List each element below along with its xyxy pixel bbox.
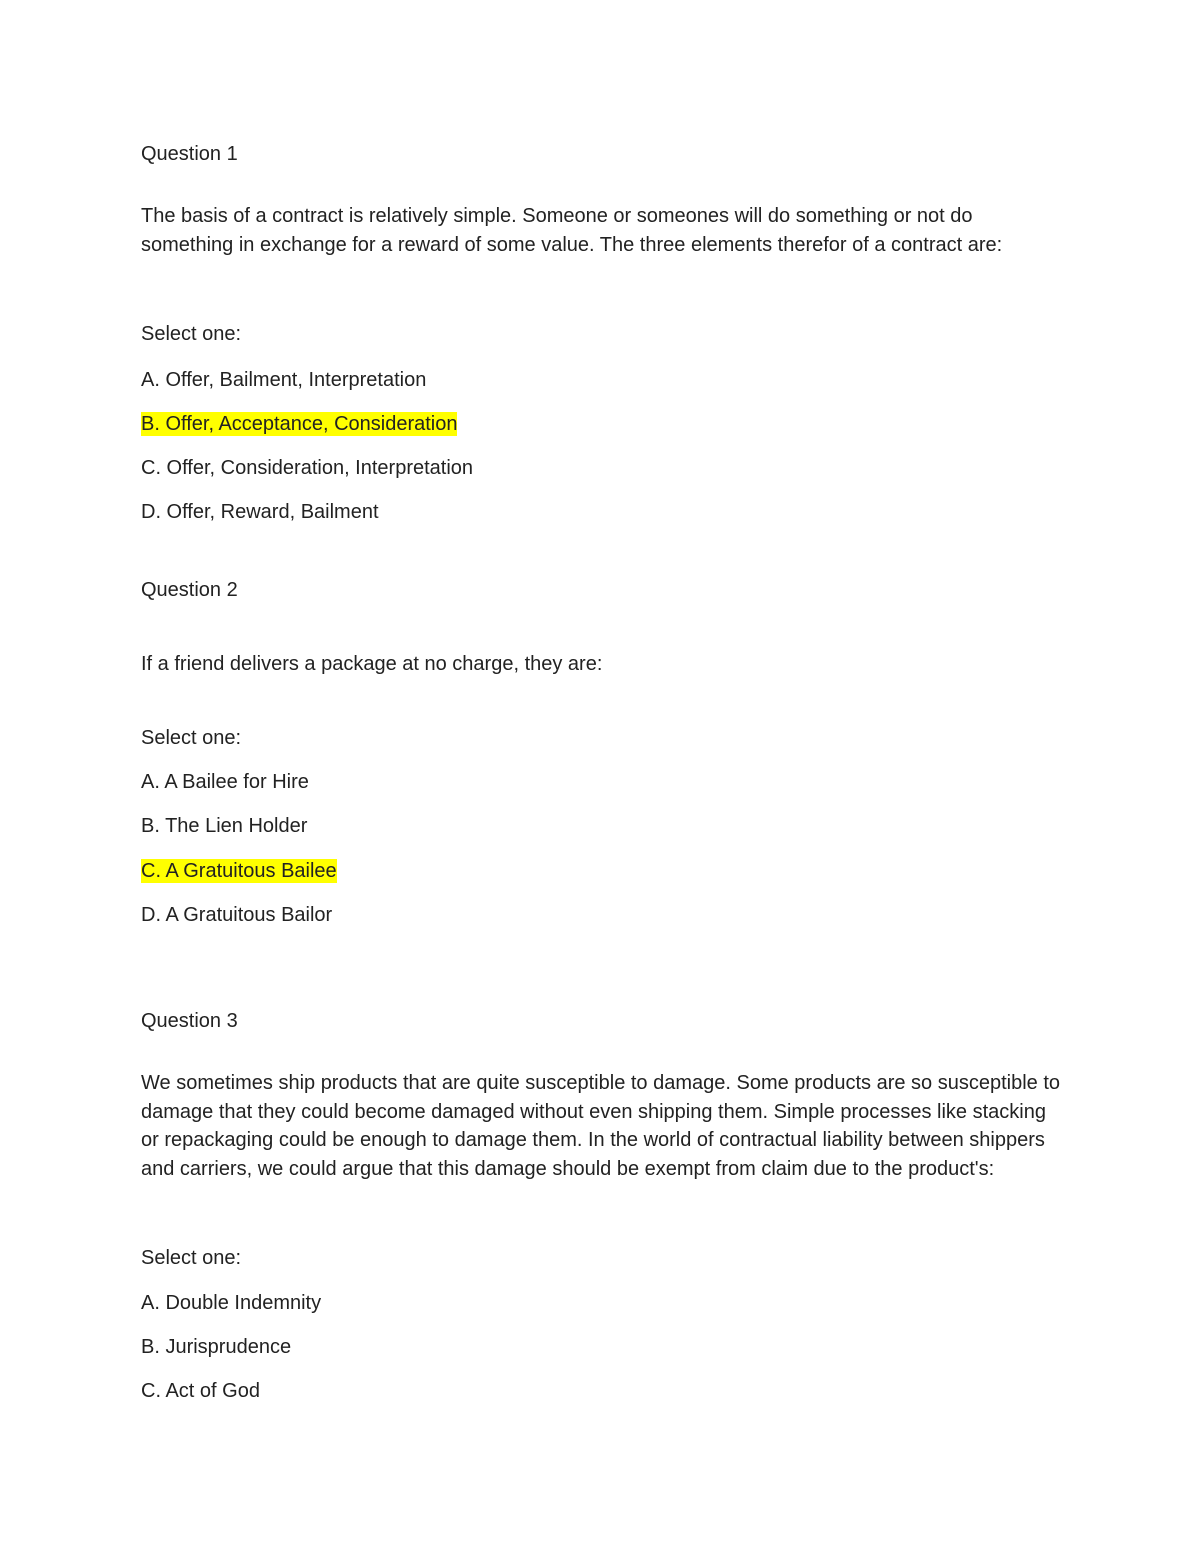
question-3-option-b: B. Jurisprudence bbox=[141, 1336, 292, 1358]
question-1-prompt: The basis of a contract is relatively simple. Someone or someones will do something or not do something in exchange for a reward of some value. The three elements therefor of a contract are: bbox=[141, 205, 1003, 256]
question-1-option-b-highlighted: B. Offer, Acceptance, Consideration bbox=[141, 413, 458, 435]
question-1-select-label: Select one: bbox=[141, 323, 242, 345]
question-2-heading: Question 2 bbox=[141, 579, 238, 601]
question-2-option-a: A. A Bailee for Hire bbox=[141, 771, 309, 793]
question-1-heading: Question 1 bbox=[141, 143, 238, 165]
question-3-option-c: C. Act of God bbox=[141, 1380, 260, 1402]
question-2-option-d: D. A Gratuitous Bailor bbox=[141, 904, 333, 926]
question-3-select-label: Select one: bbox=[141, 1247, 242, 1269]
question-3-prompt: We sometimes ship products that are quite susceptible to damage. Some products are so susceptible to damage that they could become damaged without even shipping them. Simple processes like stacking or repackaging could be enough to damage them. In the world of contractual liability between shippers and carriers, we could argue that this damage should be exempt from claim due to the product's: bbox=[141, 1072, 1061, 1180]
question-3-heading: Question 3 bbox=[141, 1010, 238, 1032]
question-1-option-d: D. Offer, Reward, Bailment bbox=[141, 501, 379, 523]
question-2-select-label: Select one: bbox=[141, 727, 242, 749]
question-2-option-c-highlighted: C. A Gratuitous Bailee bbox=[141, 860, 337, 882]
question-2-prompt: If a friend delivers a package at no charge, they are: bbox=[141, 653, 603, 675]
question-1-option-a: A. Offer, Bailment, Interpretation bbox=[141, 369, 427, 391]
question-2-option-b: B. The Lien Holder bbox=[141, 815, 308, 837]
question-3-option-a: A. Double Indemnity bbox=[141, 1292, 322, 1314]
question-1-option-c: C. Offer, Consideration, Interpretation bbox=[141, 457, 474, 479]
